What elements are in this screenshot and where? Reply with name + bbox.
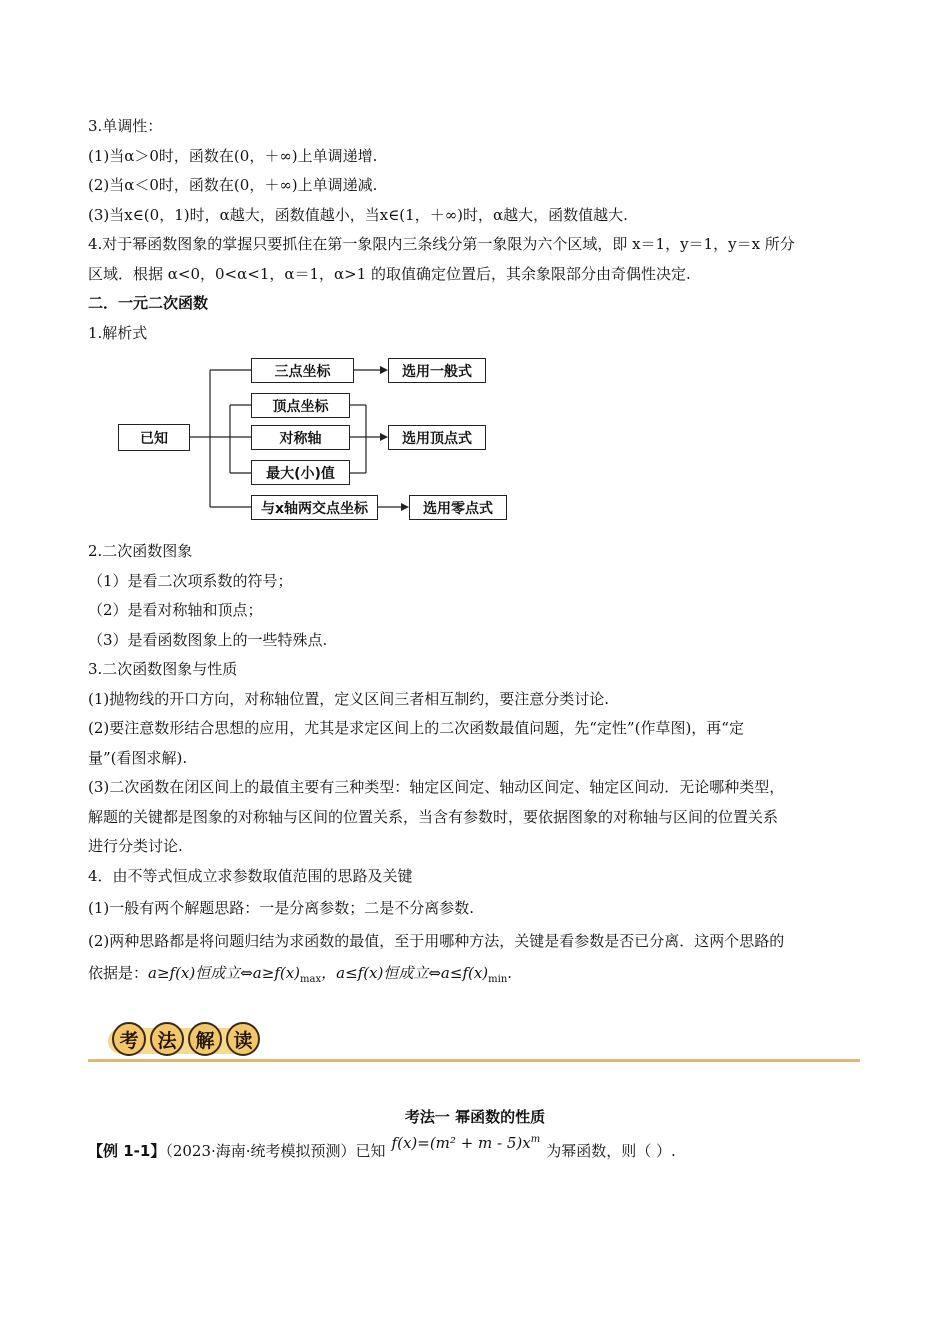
content bbox=[88, 112, 864, 995]
graph-item-3: （3）是看函数图象上的一些特殊点. bbox=[88, 630, 328, 649]
formula-exponent: m bbox=[530, 1134, 541, 1145]
section-heading: 二．一元二次函数 bbox=[88, 294, 209, 312]
graph-item-1: （1）是看二次项系数的符号； bbox=[88, 571, 293, 590]
property-3b: 解题的关键都是图象的对称轴与区间的位置关系，当含有参数时，要依据图象的对称轴与区间的位置关系 bbox=[88, 807, 779, 826]
flow-roots-box: 与x轴两交点坐标 bbox=[251, 495, 378, 520]
property-3a: (3)二次函数在闭区间上的最值主要有三种类型：轴定区间定、轴动区间定、轴定区间动．无论哪种类型， bbox=[88, 778, 785, 796]
example-tail: 为幂函数，则（ ）. bbox=[546, 1142, 676, 1160]
flow-general-form-box: 选用一般式 bbox=[388, 358, 486, 383]
flow-axis-box: 对称轴 bbox=[251, 425, 350, 450]
example-formula bbox=[392, 1134, 541, 1152]
subheading-inequality: 4．由不等式恒成立求参数取值范围的思路及关键 bbox=[88, 866, 413, 885]
mono-line-2: (2)当α＜0时，函数在(0，＋∞)上单调递减. bbox=[88, 176, 378, 194]
graph-item-2: （2）是看对称轴和顶点； bbox=[88, 601, 263, 619]
subheading-graph: 2.二次函数图象 bbox=[88, 542, 193, 560]
key-3-end: . bbox=[507, 964, 513, 982]
example-source: （2023·海南·统考模拟预测）已知 bbox=[165, 1142, 386, 1160]
flow-vertex-form-box: 选用顶点式 bbox=[388, 425, 486, 450]
flow-zero-form-box: 选用零点式 bbox=[409, 495, 507, 520]
flow-extreme-box: 最大(小)值 bbox=[251, 460, 350, 485]
property-2b: 量”(看图求解). bbox=[88, 748, 188, 767]
mono-line-1: (1)当α＞0时，函数在(0，＋∞)上单调递增. bbox=[88, 146, 378, 165]
example-1-1 bbox=[88, 1134, 676, 1161]
flow-vertex-box: 顶点坐标 bbox=[251, 393, 350, 418]
mono-para-4a: 4.对于幂函数图象的掌握只要抓住在第一象限内三条线分第一象限为六个区域，即 x＝1，y＝1，y＝x 所分 bbox=[88, 235, 795, 253]
subheading-analytic: 1.解析式 bbox=[88, 323, 148, 342]
method-title: 考法一 幂函数的性质 bbox=[404, 1108, 546, 1126]
key-3-part-b: ，a≤f(x)恒成立⇔a≤f(x) bbox=[321, 964, 489, 982]
flow-known-box: 已知 bbox=[118, 424, 190, 451]
key-2: (2)两种思路都是将问题归结为求函数的最值，至于用哪种方法，关键是看参数是否已分离．这两个思路的 bbox=[88, 931, 785, 950]
key-3-max: max bbox=[300, 974, 322, 985]
mono-title: 3.单调性： bbox=[88, 117, 163, 135]
property-2a: (2)要注意数形结合思想的应用，尤其是求定区间上的二次函数最值问题，先“定性”(作草图)，再“定 bbox=[88, 719, 744, 737]
banner-char-1: 考 bbox=[112, 1022, 146, 1056]
method-banner bbox=[88, 1022, 860, 1067]
banner-char-4: 读 bbox=[226, 1022, 260, 1056]
subheading-properties: 3.二次函数图象与性质 bbox=[88, 660, 238, 678]
key-3 bbox=[88, 959, 864, 995]
formula-body: f(x)=(m² + m - 5)x bbox=[391, 1134, 531, 1152]
mono-line-3: (3)当x∈(0，1)时，α越大，函数值越小，当x∈(1，＋∞)时，α越大，函数值越大. bbox=[88, 205, 628, 224]
banner-rule bbox=[88, 1059, 860, 1062]
banner-char-2: 法 bbox=[150, 1022, 184, 1056]
key-1: (1)一般有两个解题思路：一是分离参数；二是不分离参数. bbox=[88, 899, 475, 917]
key-3-prefix: 依据是： bbox=[88, 964, 149, 982]
key-3-min: min bbox=[488, 974, 508, 985]
flowchart bbox=[118, 356, 538, 531]
flow-three-points-box: 三点坐标 bbox=[251, 358, 354, 383]
property-1: (1)抛物线的开口方向，对称轴位置，定义区间三者相互制约，要注意分类讨论. bbox=[88, 689, 610, 708]
banner-char-3: 解 bbox=[188, 1022, 222, 1056]
mono-para-4b: 区域．根据 α<0，0<α<1，α＝1，α>1 的取值确定位置后，其余象限部分由奇偶性决定. bbox=[88, 264, 691, 283]
property-3c: 进行分类讨论. bbox=[88, 837, 183, 855]
key-3-part-a: a≥f(x)恒成立⇔a≥f(x) bbox=[148, 964, 301, 982]
example-tag: 【例 1-1】 bbox=[88, 1142, 166, 1160]
